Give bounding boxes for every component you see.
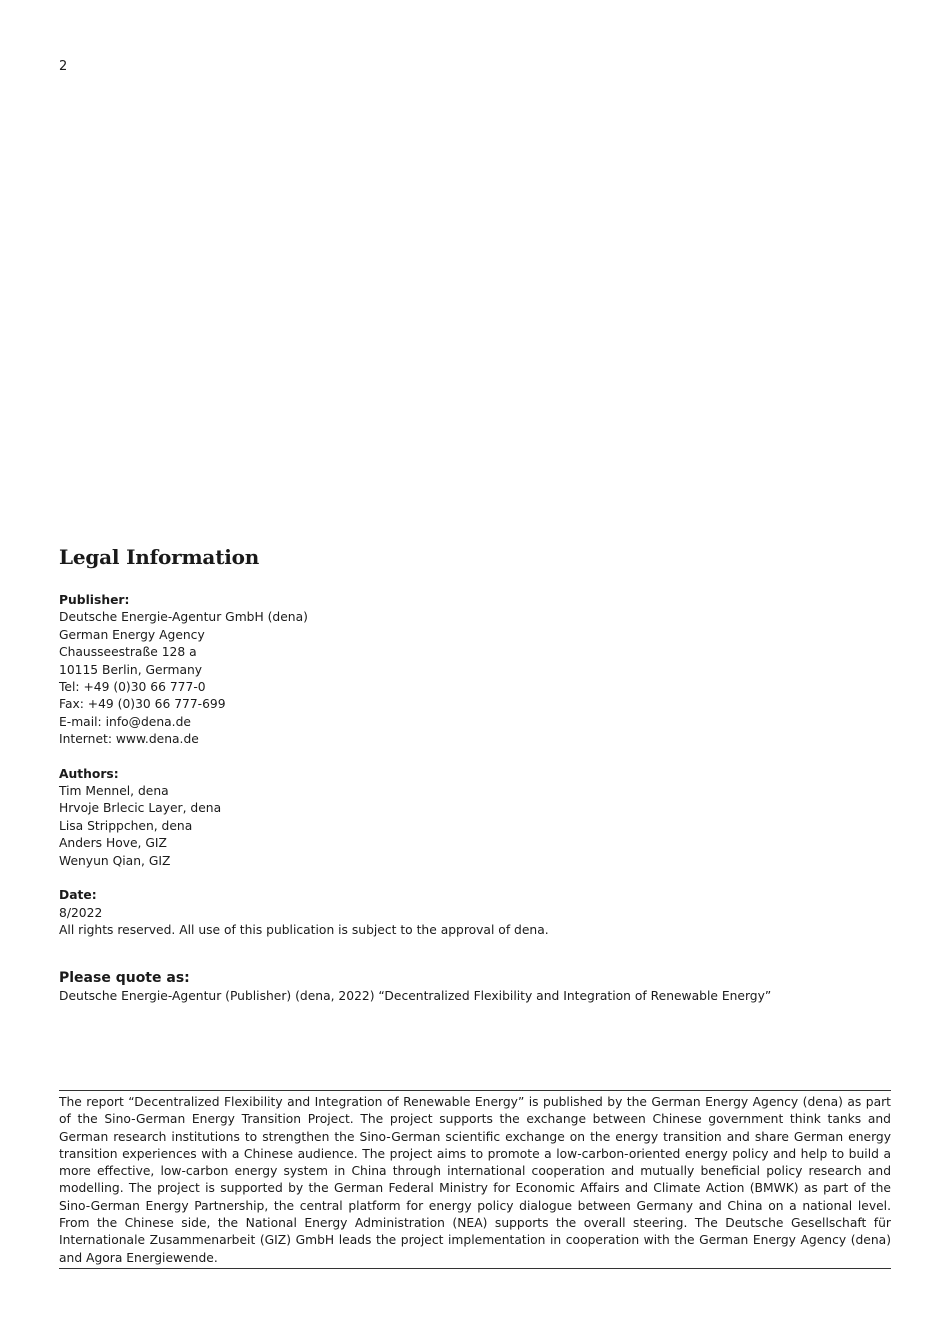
publisher-website: Internet: www.dena.de: [59, 732, 199, 747]
citation-block: [59, 969, 891, 1005]
author-item: Tim Mennel, dena: [59, 784, 169, 799]
publisher-fax: Fax: +49 (0)30 66 777-699: [59, 697, 226, 712]
publisher-heading: Publisher:: [59, 593, 130, 607]
citation-text: Deutsche Energie-Agentur (Publisher) (dena, 2022) “Decentralized Flexibility and Integration of Renewable Energy”: [59, 989, 772, 1004]
publisher-street: Chausseestraße 128 a: [59, 645, 197, 660]
citation-heading: Please quote as:: [59, 970, 190, 987]
publication-date: 8/2022: [59, 905, 103, 920]
publisher-name: Deutsche Energie-Agentur GmbH (dena): [59, 610, 308, 625]
legal-information-title: Legal Information: [59, 545, 260, 569]
project-description-footnote: The report “Decentralized Flexibility and Integration of Renewable Energy” is published by the German Energy Agency (dena) as part of the Sino-German Energy Transition Project. The project supports the exchange between Chinese government think tanks and German research institutions to strengthen the Sino-German scientific exchange on the energy transition and share German energy transition experiences with a Chinese audience. The project aims to promote a low-carbon-oriented energy policy and help to build a more effective, low-carbon energy system in China through international cooperation and mutually beneficial policy research and modelling. The project is supported by the German Federal Ministry for Economic Affairs and Climate Action (BMWK) as part of the Sino-German Energy Partnership, the central platform for energy policy dialogue between Germany and China on a national level. From the Chinese side, the National Energy Administration (NEA) supports the overall steering. The Deutsche Gesellschaft für Internationale Zusammenarbeit (GIZ) GmbH leads the project implementation in cooperation with the German Energy Agency (dena) and Agora Energiewende.: [59, 1090, 891, 1269]
publisher-english-name: German Energy Agency: [59, 627, 205, 642]
legal-information-section: [59, 544, 891, 1006]
author-item: Anders Hove, GIZ: [59, 836, 167, 851]
publisher-phone: Tel: +49 (0)30 66 777-0: [59, 680, 206, 695]
publisher-email: E-mail: info@dena.de: [59, 714, 191, 729]
authors-heading: Authors:: [59, 766, 119, 781]
authors-block: [59, 766, 891, 870]
publisher-block: [59, 592, 891, 749]
author-item: Hrvoje Brlecic Layer, dena: [59, 801, 222, 816]
author-item: Wenyun Qian, GIZ: [59, 853, 171, 868]
date-heading: Date:: [59, 888, 97, 903]
rights-statement: All rights reserved. All use of this publication is subject to the approval of dena.: [59, 922, 549, 937]
publisher-city: 10115 Berlin, Germany: [59, 662, 203, 677]
author-item: Lisa Strippchen, dena: [59, 818, 193, 833]
page-number: 2: [59, 59, 68, 74]
date-block: [59, 887, 891, 939]
